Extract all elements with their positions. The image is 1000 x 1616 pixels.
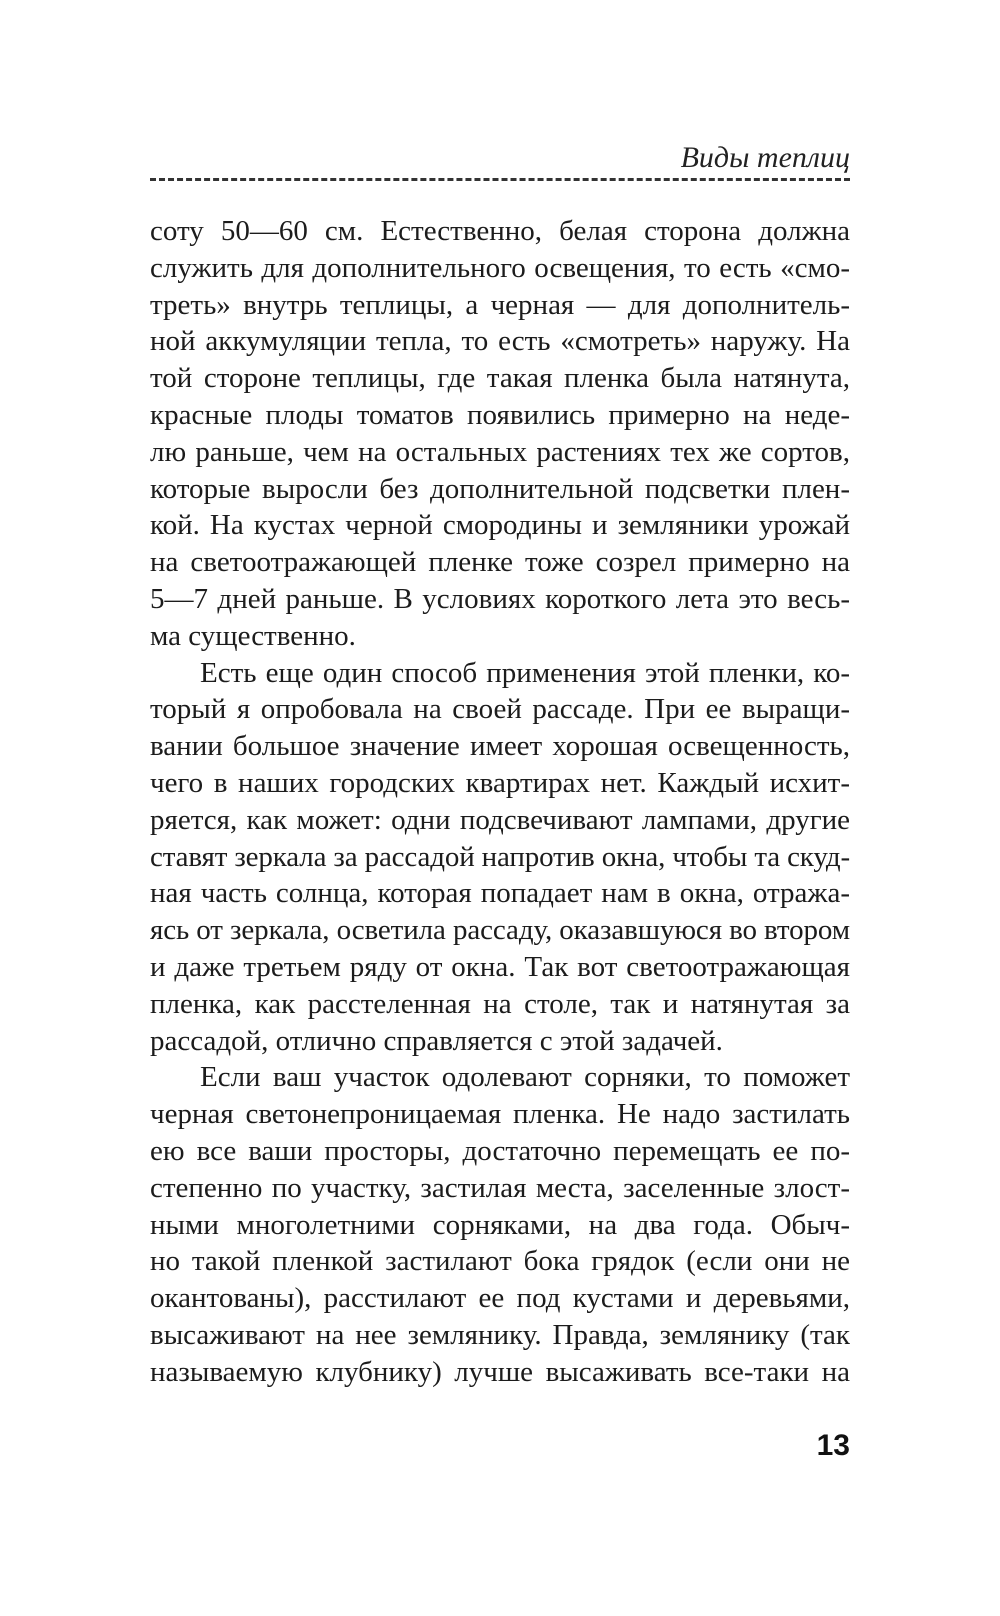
text-line: треть» внутрь теплицы, а черная — для дополнитель-: [150, 288, 850, 321]
text-line: на светоотражающей пленке тоже созрел примерно на: [150, 546, 850, 579]
text-line: окантованы), расстилают ее под кустами и деревьями,: [150, 1282, 850, 1315]
text-line: пленка, как расстеленная на столе, так и натянутая за: [150, 987, 850, 1020]
text-line: которые выросли без дополнительной подсветки плен-: [150, 472, 850, 505]
text-line: той стороне теплицы, где такая пленка была натянута,: [150, 362, 850, 395]
text-line: ными многолетними сорняками, на два года. Обыч-: [150, 1208, 850, 1241]
body-text: [150, 213, 850, 1391]
text-line: ясь от зеркала, осветила рассаду, оказавшуюся во втором: [150, 914, 850, 947]
text-line: вании большое значение имеет хорошая освещенность,: [150, 730, 850, 763]
text-line: Есть еще один способ применения этой пленки, ко-: [200, 656, 850, 689]
text-line: рассадой, отлично справляется с этой задачей.: [150, 1024, 723, 1057]
text-line: ею все ваши просторы, достаточно перемещать ее по-: [150, 1134, 850, 1167]
text-line: служить для дополнительного освещения, то есть «смо-: [150, 251, 850, 284]
text-line: ной аккумуляции тепла, то есть «смотреть» наружу. На: [150, 325, 850, 358]
running-head: Виды теплиц: [680, 141, 850, 174]
header-dashed-rule: [150, 178, 850, 181]
page-number: 13: [816, 1429, 850, 1462]
text-line: но такой пленкой застилают бока грядок (если они не: [150, 1245, 850, 1278]
text-line: высаживают на нее землянику. Правда, землянику (так: [150, 1318, 850, 1351]
text-line: Если ваш участок одолевают сорняки, то поможет: [200, 1061, 850, 1094]
text-line: 5—7 дней раньше. В условиях короткого лета это весь-: [150, 582, 850, 615]
text-line: ряется, как может: одни подсвечивают лампами, другие: [150, 803, 850, 836]
text-line: красные плоды томатов появились примерно на неде-: [150, 398, 850, 431]
text-line: соту 50—60 см. Естественно, белая сторона должна: [150, 215, 850, 247]
text-line: ставят зеркала за рассадой напротив окна, чтобы та скуд-: [150, 840, 850, 873]
text-line: и даже третьем ряду от окна. Так вот светоотражающая: [150, 950, 850, 983]
text-line: чего в наших городских квартирах нет. Каждый исхит-: [150, 766, 850, 799]
text-line: торый я опробовала на своей рассаде. При ее выращи-: [150, 693, 850, 726]
text-line: черная светонепроницаемая пленка. Не надо застилать: [150, 1098, 850, 1131]
text-line: ная часть солнца, которая попадает нам в окна, отража-: [150, 877, 850, 910]
text-line: степенно по участку, застилая места, заселенные злост-: [150, 1171, 850, 1204]
text-line: кой. На кустах черной смородины и земляники урожай: [150, 509, 850, 542]
text-line: ма существенно.: [150, 619, 356, 652]
text-line: лю раньше, чем на остальных растениях тех же сортов,: [150, 435, 850, 468]
text-line: называемую клубнику) лучше высаживать все-таки на: [150, 1355, 850, 1388]
